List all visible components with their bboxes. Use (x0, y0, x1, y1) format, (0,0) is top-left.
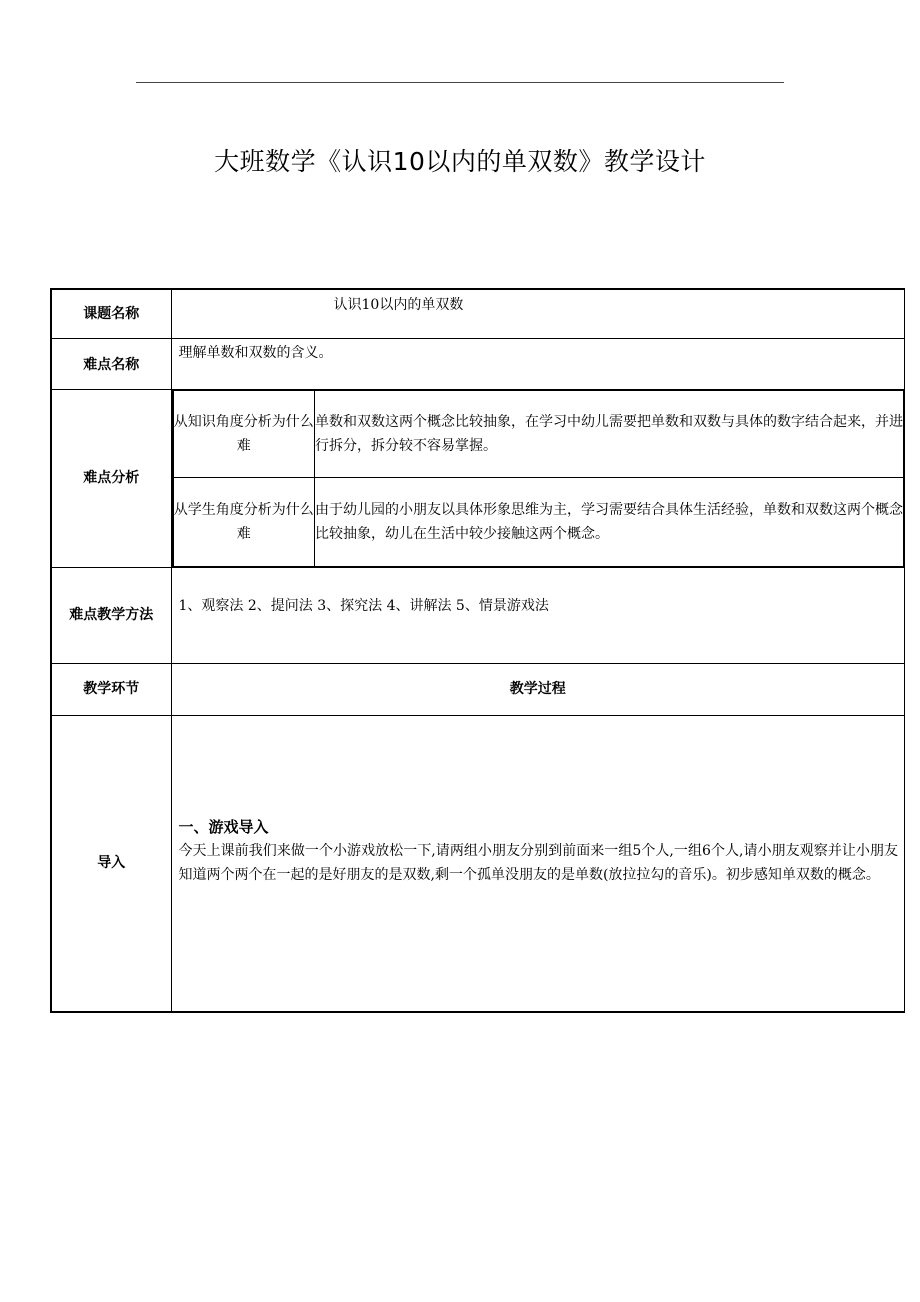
document-title: 大班数学《认识10以内的单双数》教学设计 (214, 147, 706, 176)
analysis-knowledge-row (173, 390, 904, 477)
intro-label: 导入 (51, 715, 171, 1012)
methods-label: 难点教学方法 (51, 567, 171, 663)
topic-label: 课题名称 (51, 289, 171, 338)
topic-value: 认识10以内的单双数 (171, 289, 905, 338)
analysis-label: 难点分析 (51, 389, 171, 567)
analysis-row (51, 389, 905, 567)
knowledge-angle-text: 单数和双数这两个概念比较抽象，在学习中幼儿需要把单数和双数与具体的数字结合起来，并进行拆分，拆分较不容易掌握。 (315, 390, 904, 477)
header-row (51, 663, 905, 715)
lesson-plan-table (50, 288, 905, 1013)
header-rule (136, 82, 784, 83)
student-angle-text: 由于幼儿园的小朋友以具体形象思维为主，学习需要结合具体生活经验，单数和双数这两个概念比较抽象，幼儿在生活中较少接触这两个概念。 (315, 477, 904, 566)
analysis-cell (171, 389, 905, 567)
methods-row (51, 567, 905, 663)
analysis-student-row (173, 477, 904, 566)
difficulty-row (51, 338, 905, 389)
analysis-subtable (172, 390, 905, 567)
difficulty-value: 理解单数和双数的含义。 (171, 338, 905, 389)
student-angle-label: 从学生角度分析为什么难 (173, 477, 315, 566)
topic-row (51, 289, 905, 338)
intro-text: 今天上课前我们来做一个小游戏放松一下,请两组小朋友分别到前面来一组5个人,一组6个人,请小朋友观察并让小朋友知道两个两个在一起的是好朋友的是双数,剩一个孤单没朋友的是单数(放拉拉勾的音乐)。初步感知单双数的概念。 (178, 843, 898, 884)
knowledge-angle-label: 从知识角度分析为什么难 (173, 390, 315, 477)
intro-content (171, 715, 905, 1012)
methods-value: 1、观察法 2、提问法 3、探究法 4、讲解法 5、情景游戏法 (171, 567, 905, 663)
intro-heading: 一、游戏导入 (178, 818, 269, 837)
difficulty-label: 难点名称 (51, 338, 171, 389)
intro-row (51, 715, 905, 1012)
process-header: 教学过程 (171, 663, 905, 715)
stage-header: 教学环节 (51, 663, 171, 715)
